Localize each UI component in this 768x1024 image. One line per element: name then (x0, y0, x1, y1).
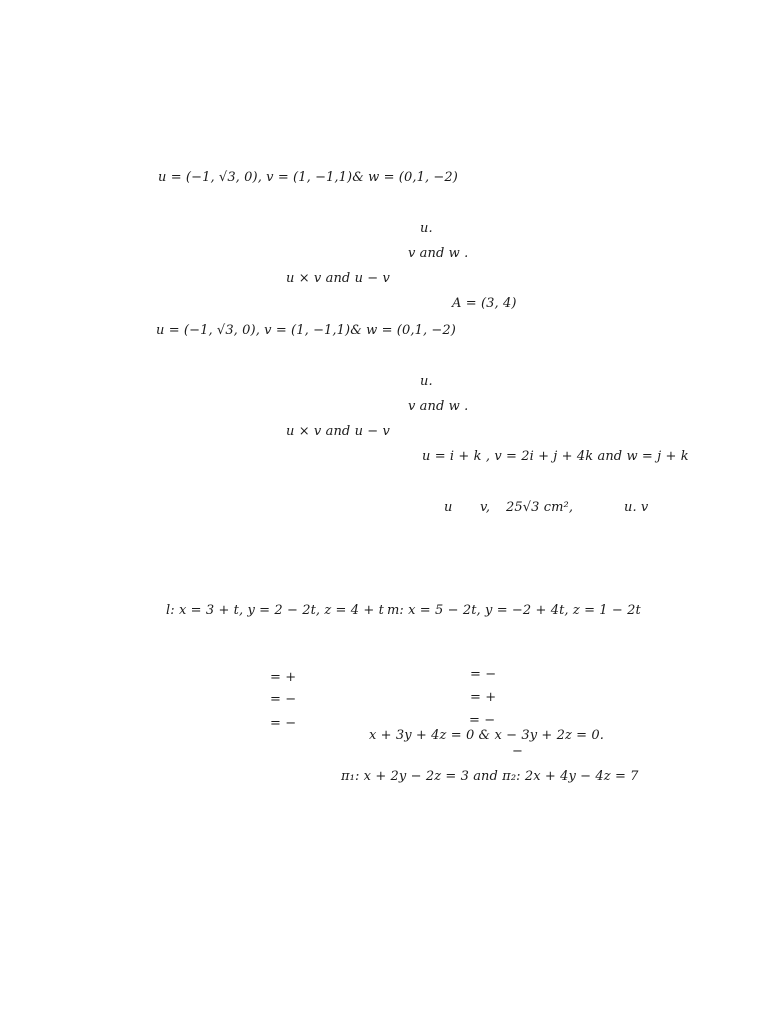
dot-product: u. v (624, 500, 649, 515)
system-right-row-2: = + (470, 690, 497, 705)
system-right-row-1: = − (470, 667, 497, 682)
vectors-line-2: u = (−1, √3, 0), v = (1, −1,1)& w = (0,1, −2) (156, 323, 456, 338)
area-value: 25√3 cm², (506, 500, 574, 515)
area-u: u (444, 500, 453, 515)
area-v: v, (480, 500, 491, 515)
ijk-vectors-line: u = i + k , v = 2i + j + 4k and w = j + k (422, 449, 689, 464)
system-right-row-3: = − (469, 713, 496, 728)
stray-minus: − (512, 744, 523, 759)
system-left-row-2: = − (270, 692, 297, 707)
fragment-v-and-w-2: v and w . (408, 399, 469, 414)
fragment-cross-product-1: u × v and u − v (286, 271, 390, 286)
system-left-row-3: = − (270, 716, 297, 731)
fragment-cross-product-2: u × v and u − v (286, 424, 390, 439)
line-m-equation: m: x = 5 − 2t, y = −2 + 4t, z = 1 − 2t (387, 603, 641, 618)
vectors-line-1: u = (−1, √3, 0), v = (1, −1,1)& w = (0,1, −2) (158, 170, 458, 185)
system-left-row-1: = + (270, 670, 297, 685)
fragment-u-2: u. (420, 374, 433, 389)
point-a-line: A = (3, 4) (452, 296, 517, 311)
fragment-v-and-w-1: v and w . (408, 246, 469, 261)
pi-planes-line: π₁: x + 2y − 2z = 3 and π₂: 2x + 4y − 4z = 7 (341, 769, 639, 784)
line-l-equation: l: x = 3 + t, y = 2 − 2t, z = 4 + t (166, 603, 384, 618)
fragment-u-1: u. (420, 221, 433, 236)
planes-equation-line: x + 3y + 4z = 0 & x − 3y + 2z = 0. (369, 728, 604, 743)
